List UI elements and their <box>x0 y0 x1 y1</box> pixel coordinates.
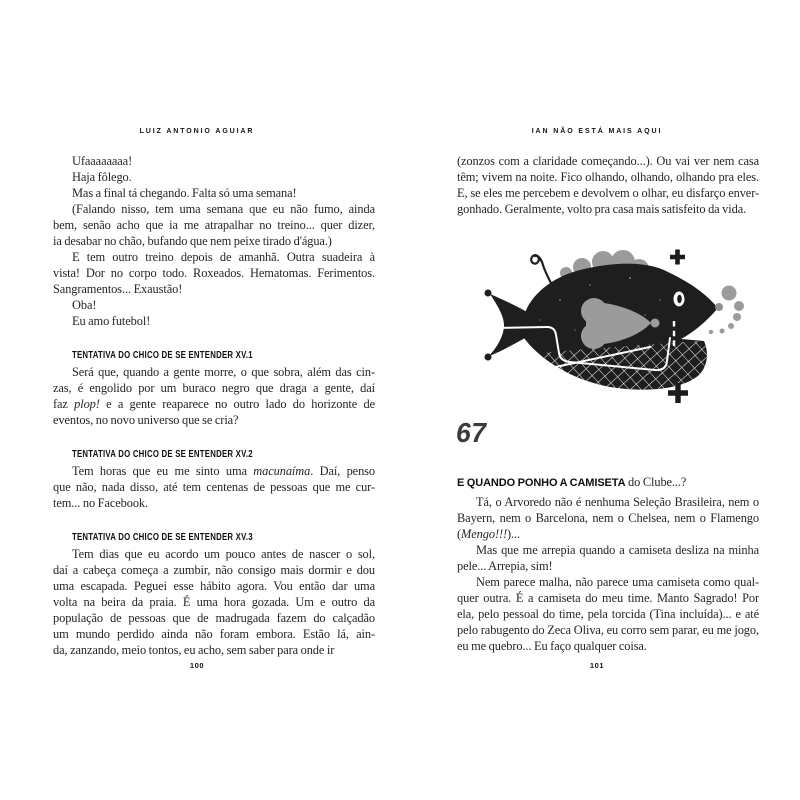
section-heading: TENTATIVA DO CHICO DE SE ENTENDER XV.2 <box>72 449 253 460</box>
text-line: Mas que me arrepia quando a camiseta desliza na minha <box>476 543 759 557</box>
text-line: daí a cabeça começa a zumbir, não consigo mais dormir e dou <box>53 563 375 577</box>
text-line: uma escapada. Peguei esse hábito agora. Vou então dar uma <box>53 579 375 593</box>
text-line: que não, nada disso, até tem centenas de pessoas que me cur- <box>53 480 375 494</box>
text-line: Nem parece malha, não parece uma camiseta como qual- <box>476 575 759 589</box>
text-line: (Falando nisso, tem uma semana que eu não fumo, ainda <box>72 202 375 216</box>
text-line: bem, senão acho que ia me atrapalhar no treino... quer dizer, <box>53 218 375 232</box>
text-line: quer outra. É a camiseta do meu time. Manto Sagrado! Por <box>457 591 759 605</box>
text-line: Tá, o Arvoredo não é nenhuma Seleção Brasileira, nem o <box>476 495 759 509</box>
text-line: Bayern, nem o Barcelona, nem o Chelsea, nem o Flamengo <box>457 511 759 525</box>
text-line: Tem horas que eu me sinto uma macunaíma. Daí, penso <box>72 464 375 478</box>
text-line: pelo rabugento do Zeca Oliva, eu corro sem parar, eu me jogo, <box>457 623 759 637</box>
page-number-right: 101 <box>589 661 605 670</box>
text-line: (zonzos com a claridade começando...). Ou vai ver nem casa <box>457 154 759 168</box>
text-line: um mundo perdido ainda não foram embora. Estão lá, ain- <box>53 627 375 641</box>
text-line: Sangramentos... Exaustão! <box>53 282 183 296</box>
text-line: Oba! <box>72 298 97 312</box>
fish-nose <box>715 303 723 311</box>
text-line: da, zanzando, meio tontos, eu acho, sem saber para onde ir <box>53 643 335 657</box>
runin-heading-line <box>457 474 759 490</box>
text-line: Eu amo futebol! <box>72 314 151 328</box>
text-line: E tem outro treino depois de amanhã. Outra suadeira à <box>72 250 375 264</box>
runin-heading-rest: do Clube...? <box>625 475 687 489</box>
text-line: Será que, quando a gente morre, o que sobra, além das cin- <box>72 365 375 379</box>
text-line: gonhado. Geralmente, volto pra casa mais satisfeito da vida. <box>457 202 747 216</box>
section-heading: TENTATIVA DO CHICO DE SE ENTENDER XV.1 <box>72 350 253 361</box>
right-intro-column <box>457 153 759 217</box>
text-line: Tem dias que eu acordo um pouco antes de nascer o sol, <box>72 547 375 561</box>
running-head-book-title: IAN NÃO ESTÁ MAIS AQUI <box>531 128 663 135</box>
fish-tail <box>485 290 531 361</box>
left-text-column <box>53 153 375 658</box>
text-line: (Mengo!!!)... <box>457 527 521 541</box>
text-line: E, se eles me percebem e devolvem o olhar, eu disfarço enver- <box>457 186 759 200</box>
right-text-column <box>457 474 759 654</box>
text-line: população de pessoas que de madrugada fazem do calçadão <box>53 611 375 625</box>
chapter-number: 67 <box>456 417 487 448</box>
text-line: tem... no Facebook. <box>53 496 149 510</box>
page-number-left: 100 <box>189 661 205 670</box>
text-line: pele... Arrepia, sim! <box>457 559 553 573</box>
text-line: zas, é engolido por um buraco negro que draga a gente, daí <box>53 381 375 395</box>
running-head-author: LUIZ ANTONIO AGUIAR <box>139 128 255 135</box>
text-line: Ufaaaaaaaa! <box>72 154 133 168</box>
fish-eye-icon <box>674 292 685 307</box>
section-heading: TENTATIVA DO CHICO DE SE ENTENDER XV.3 <box>72 532 253 543</box>
text-line: ela, pelo pessoal do time, pela torcida (Tina incluída)... e até <box>457 607 759 621</box>
text-line: vista! Dor no corpo todo. Roxeados. Hematomas. Ferimentos. <box>53 266 375 280</box>
text-line: faz plop! e a gente reaparece no outro lado do horizonte de <box>53 397 375 411</box>
text-line: ia desabar no chão, bufando que nem peixe tirado d'água.) <box>53 234 332 248</box>
text-line: eu me quebro... Eu faço qualquer coisa. <box>457 639 647 653</box>
text-line: Mas a final tá chegando. Falta só uma semana! <box>72 186 297 200</box>
text-line: volta na beira da praia. É uma hora gozada. Um e outro da <box>53 595 375 609</box>
fish-illustration <box>470 238 760 410</box>
text-line: têm; vivem na noite. Fico olhando, olhando, olhando pra eles. <box>457 170 759 184</box>
text-line: eventos, no novo universo que se cria? <box>53 413 239 427</box>
text-line: Haja fôlego. <box>72 170 132 184</box>
runin-heading-bold: E QUANDO PONHO A CAMISETA <box>457 477 626 489</box>
